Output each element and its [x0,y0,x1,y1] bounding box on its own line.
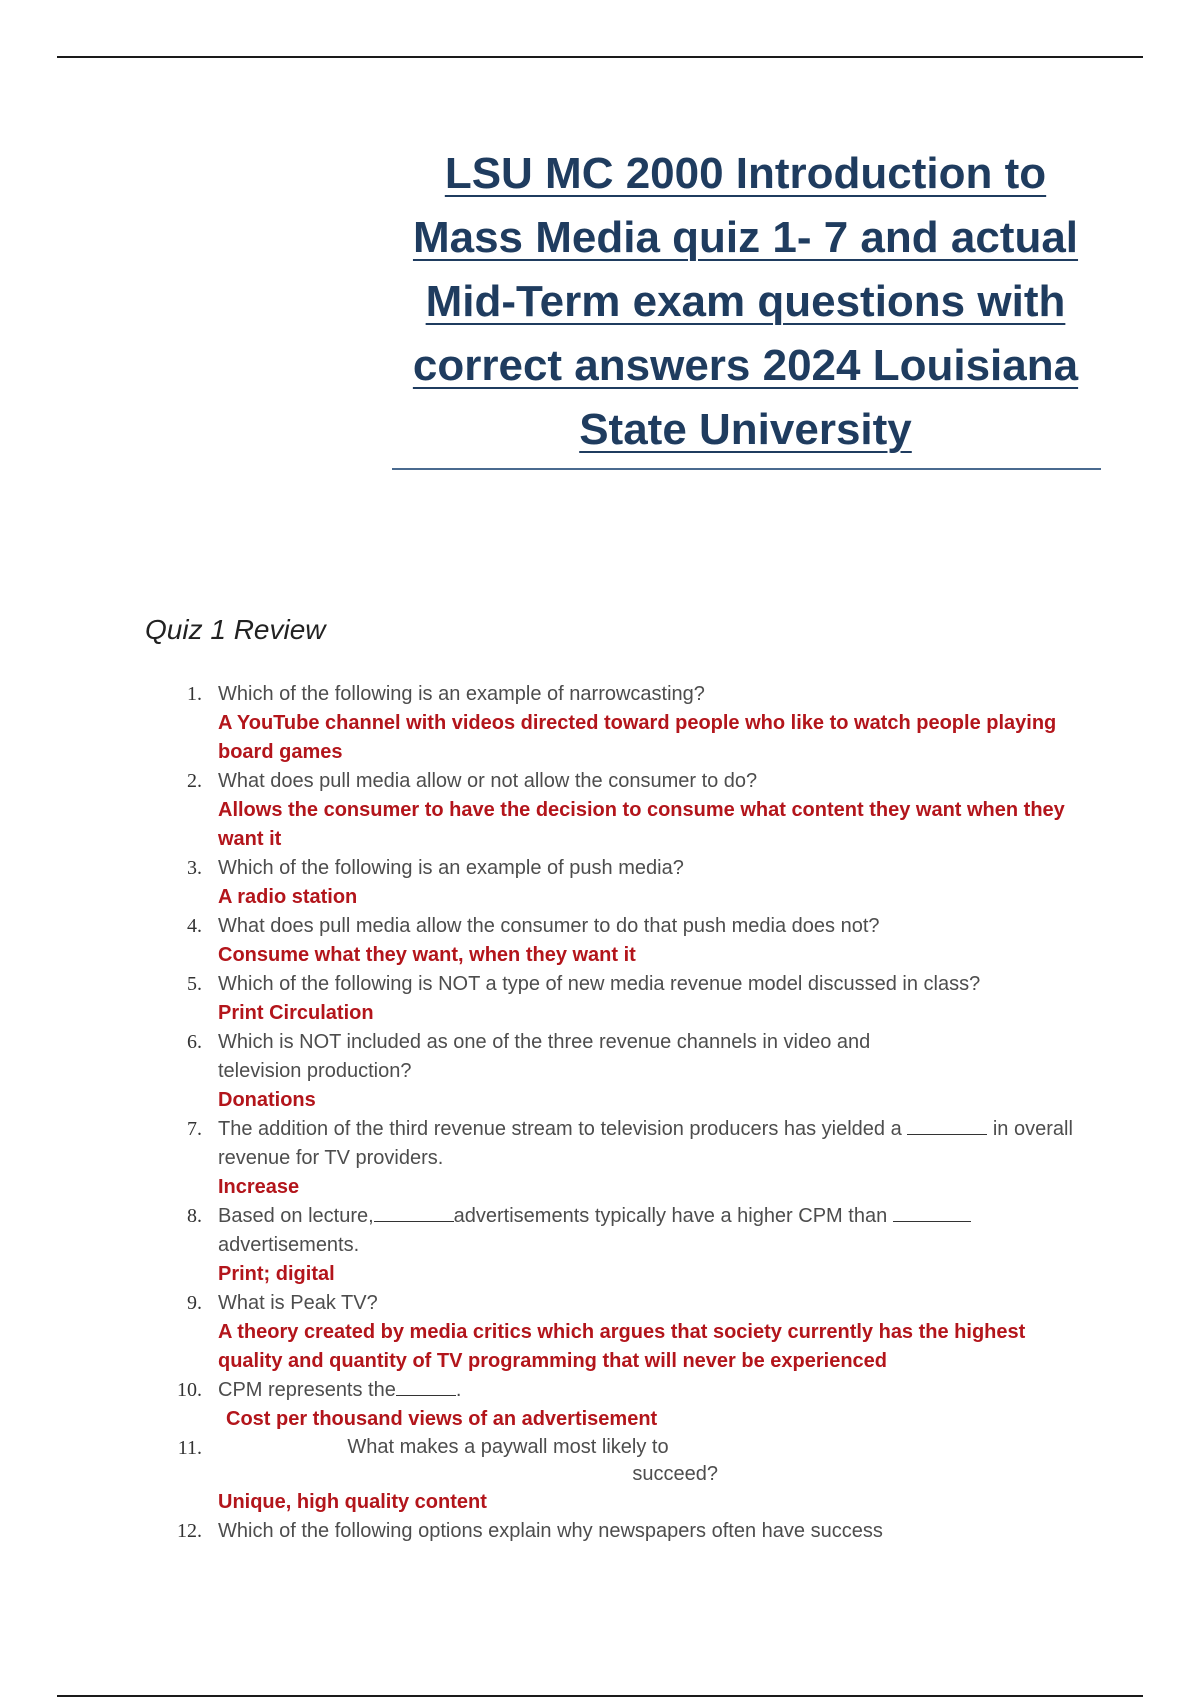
question-item [170,680,1090,767]
question-item [170,1517,1090,1546]
answer-text: A YouTube channel with videos directed toward people who like to watch people playing board games [218,712,1057,763]
question-item [170,1376,1090,1434]
bottom-rule [57,1695,1143,1697]
answer-text: Cost per thousand views of an advertisement [226,1408,658,1430]
question-number: 1. [187,683,202,705]
answer-text: Allows the consumer to have the decision to consume what content they want when they want it [218,799,1065,850]
question-text-part: The addition of the third revenue stream to television producers has yielded a [218,1118,902,1140]
answer-blank [893,1203,971,1222]
question-number: 8. [187,1205,202,1227]
question-text: What does pull media allow or not allow the consumer to do? [218,770,758,792]
answer-text: Print; digital [218,1263,335,1285]
question-text-part: . [455,1379,462,1401]
question-item [170,912,1090,970]
question-text-part: advertisements typically have a higher CPM than [453,1205,888,1227]
question-number: 9. [187,1292,202,1314]
question-number: 5. [187,973,202,995]
question-text [218,1115,1090,1173]
answer-blank [374,1203,454,1222]
question-text: Which of the following options explain why newspapers often have success [218,1520,883,1542]
question-item [170,1434,1090,1517]
question-number: 12. [177,1520,202,1542]
top-rule [57,56,1143,58]
question-text [298,1434,718,1488]
question-item [170,1028,1090,1115]
question-text-part: advertisements. [218,1234,360,1256]
question-text: What does pull media allow the consumer to do that push media does not? [218,915,880,937]
question-number: 6. [187,1031,202,1053]
question-text: Which of the following is an example of narrowcasting? [218,683,705,705]
answer-text: Increase [218,1176,300,1198]
question-text: Which is NOT included as one of the three revenue channels in video and television production? [218,1031,871,1082]
question-text-part: CPM represents the [218,1379,396,1401]
question-number: 7. [187,1118,202,1140]
section-heading: Quiz 1 Review [145,614,326,645]
answer-text: Consume what they want, when they want it [218,944,636,966]
answer-blank [907,1116,987,1135]
question-item [170,1115,1090,1202]
title-underline-rule [392,468,1101,470]
question-text-line: succeed? [632,1463,718,1485]
question-text [218,1202,1090,1260]
answer-text: A radio station [218,886,358,908]
question-text-part: Based on lecture, [218,1205,374,1227]
question-number: 11. [177,1437,202,1459]
question-text: Which of the following is NOT a type of new media revenue model discussed in class? [218,973,981,995]
question-text-line: What makes a paywall most likely to [347,1436,669,1458]
question-item [170,767,1090,854]
question-number: 3. [187,857,202,879]
question-text: Which of the following is an example of push media? [218,857,684,879]
question-item [170,854,1090,912]
answer-blank [396,1377,456,1396]
question-text-part: in overall revenue for TV providers. [218,1118,1073,1169]
question-number: 10. [177,1379,202,1401]
question-text: What is Peak TV? [218,1292,378,1314]
question-number: 4. [187,915,202,937]
question-item [170,1289,1090,1376]
answer-text: Donations [218,1089,316,1111]
question-item [170,1202,1090,1289]
question-item [170,970,1090,1028]
answer-text: Print Circulation [218,1002,374,1024]
question-text [218,1376,1090,1405]
document-title: LSU MC 2000 Introduction to Mass Media quiz 1- 7 and actual Mid-Term exam questions with correct answers 2024 Louisiana State University [412,149,1079,454]
answer-text: Unique, high quality content [218,1491,487,1513]
question-list [170,680,1090,1546]
answer-text: A theory created by media critics which argues that society currently has the highest quality and quantity of TV programming that will never be experienced [218,1321,1026,1372]
question-number: 2. [187,770,202,792]
